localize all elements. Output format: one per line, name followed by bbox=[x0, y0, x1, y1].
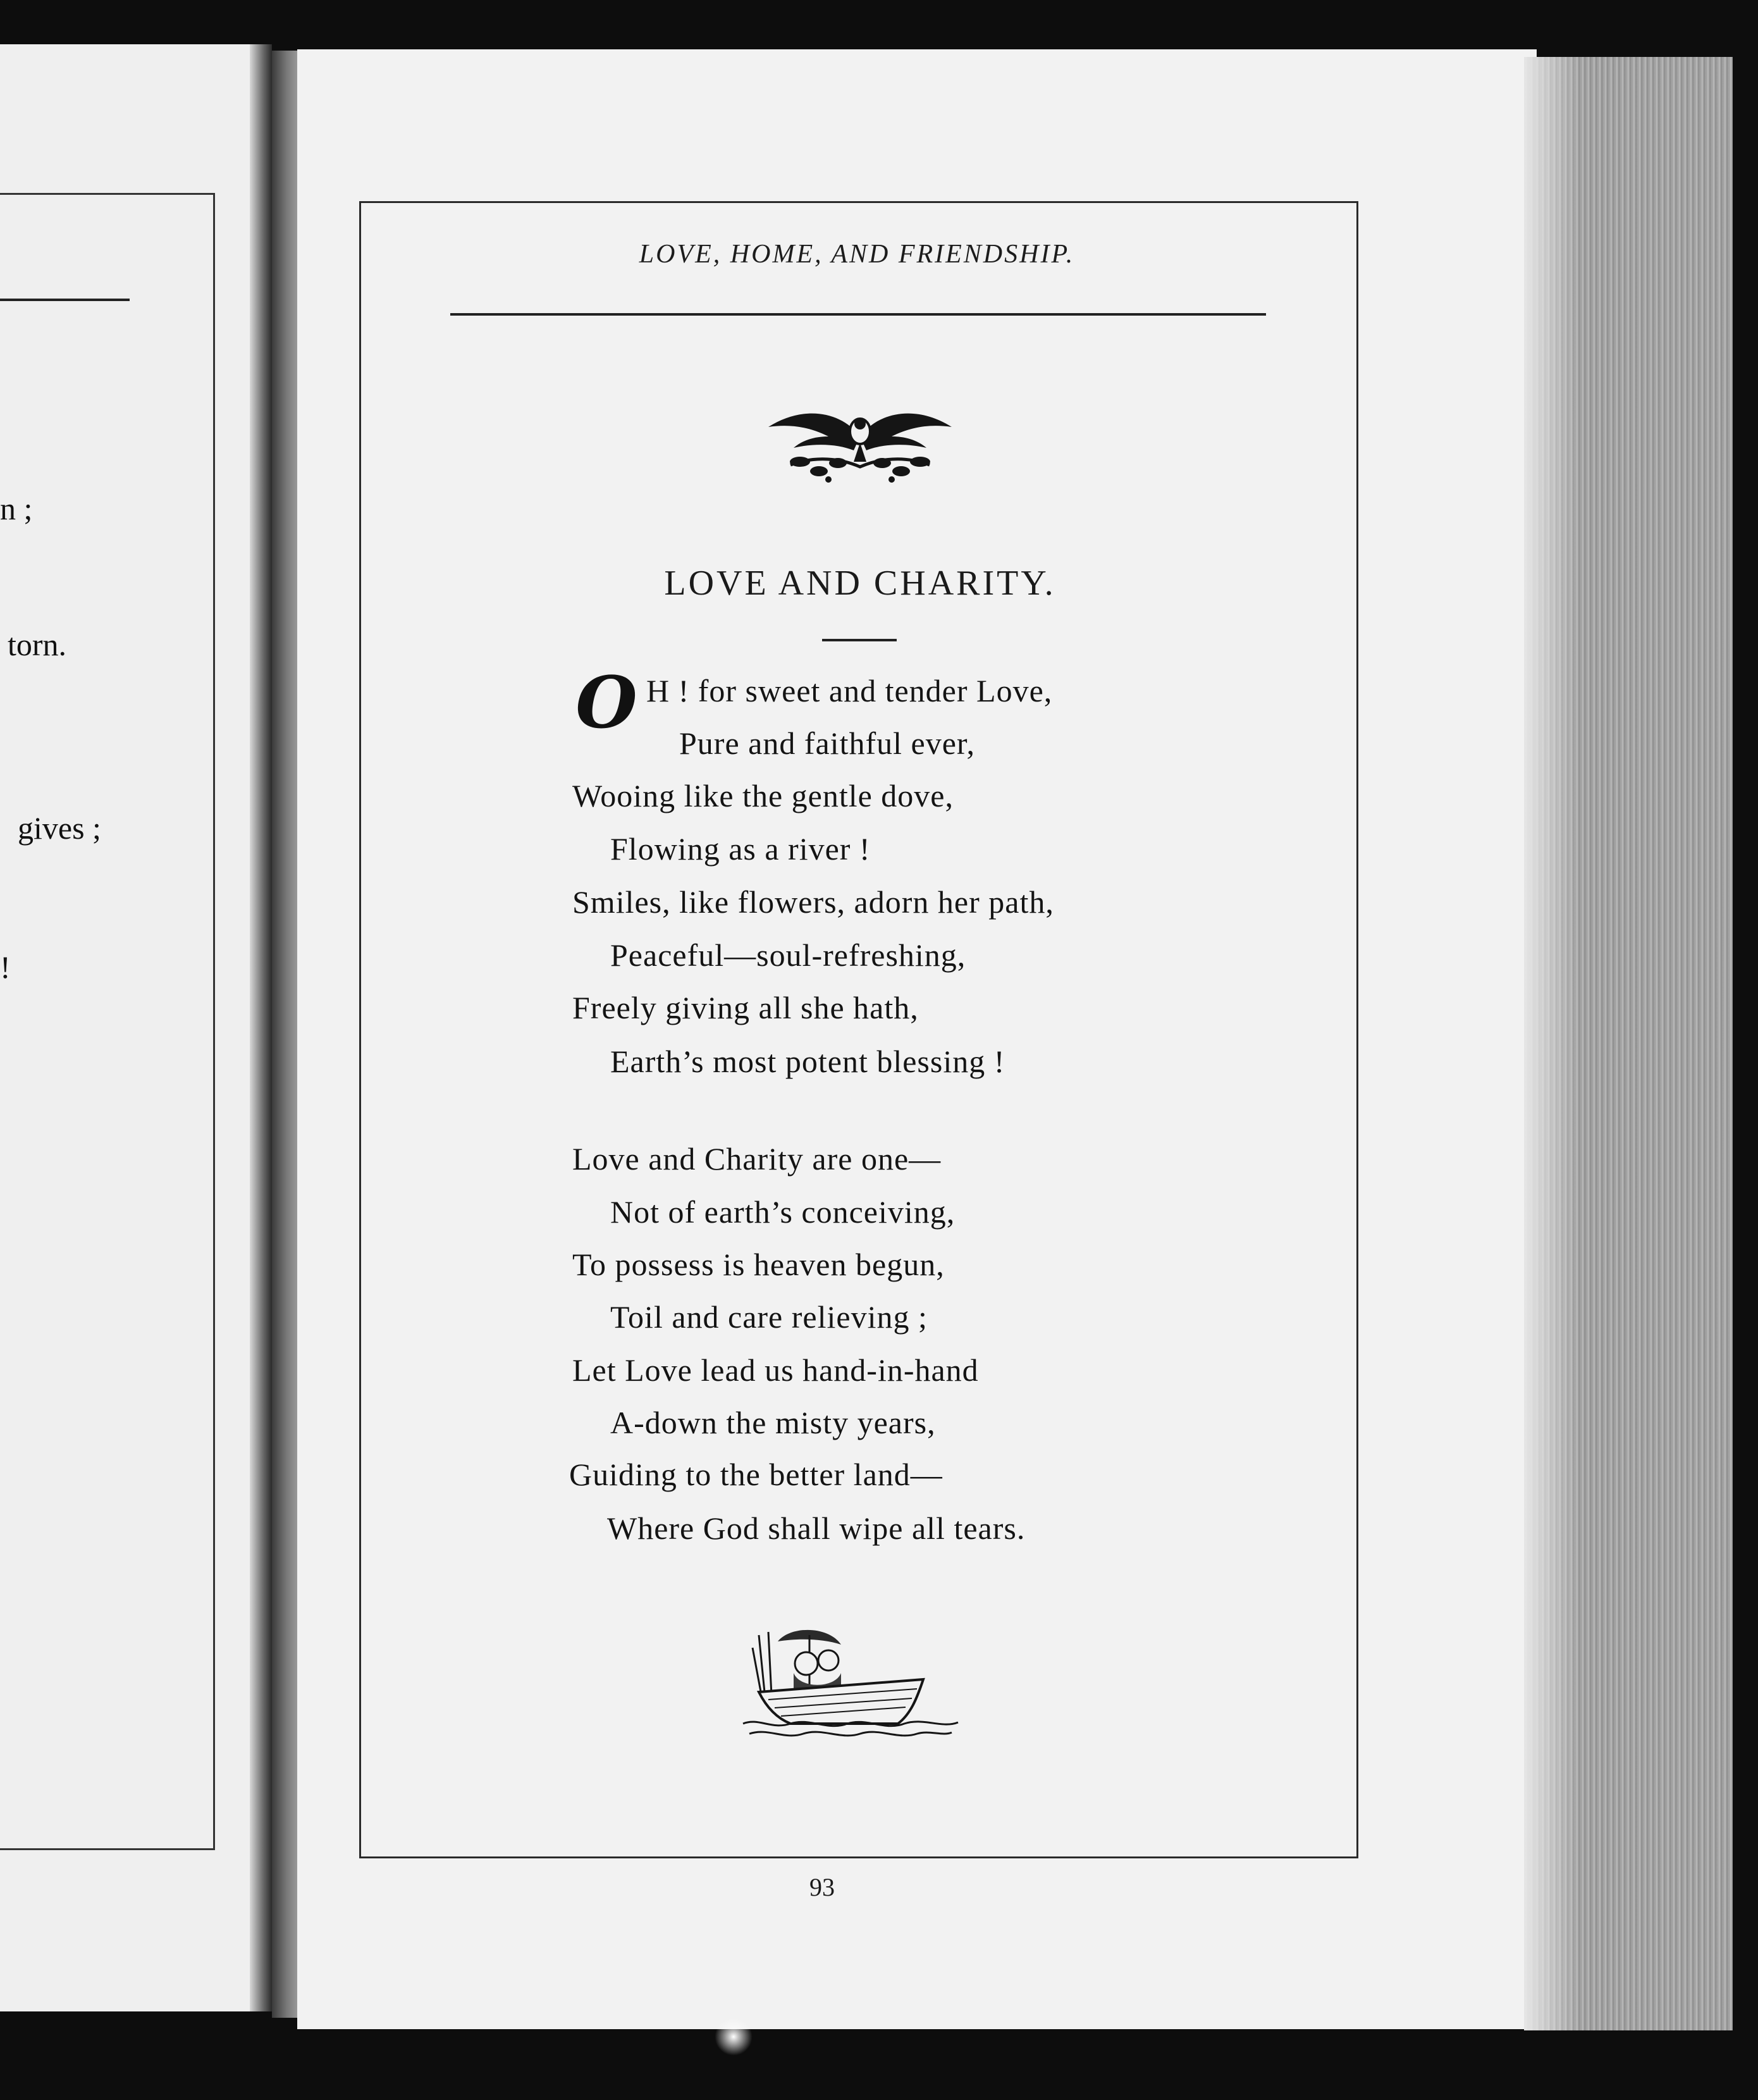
left-fragment: n ; bbox=[0, 491, 33, 526]
verse-line: Let Love lead us hand-in-hand bbox=[572, 1352, 979, 1388]
page-edge-shade bbox=[1524, 57, 1581, 2030]
verse-line: A-down the misty years, bbox=[610, 1405, 936, 1440]
left-fragment: torn. bbox=[8, 627, 67, 662]
left-page-rule bbox=[0, 299, 130, 301]
drop-cap: O bbox=[575, 662, 637, 744]
verse-line: Earth’s most potent blessing ! bbox=[610, 1044, 1005, 1079]
verse-line: Smiles, like flowers, adorn her path, bbox=[572, 884, 1054, 920]
verse-line: Freely giving all she hath, bbox=[572, 990, 919, 1025]
scan-glare bbox=[715, 2018, 753, 2056]
verse-line: Toil and care relieving ; bbox=[610, 1299, 928, 1335]
boat-icon bbox=[740, 1629, 961, 1743]
left-fragment: ! bbox=[0, 949, 11, 985]
title-rule bbox=[822, 639, 897, 641]
left-page-frame bbox=[0, 193, 215, 1850]
verse-line: To possess is heaven begun, bbox=[572, 1247, 945, 1282]
verse-line: Not of earth’s conceiving, bbox=[610, 1194, 956, 1230]
left-fragment: gives ; bbox=[18, 810, 101, 846]
verse-line: H ! for sweet and tender Love, bbox=[646, 673, 1053, 708]
verse-line: Love and Charity are one— bbox=[572, 1141, 942, 1177]
running-head-rule bbox=[450, 313, 1266, 316]
verse-line: Where God shall wipe all tears. bbox=[607, 1510, 1026, 1546]
verse-line: Peaceful—soul-refreshing, bbox=[610, 937, 966, 973]
verse-line: Guiding to the better land— bbox=[569, 1457, 943, 1492]
eagle-icon bbox=[765, 392, 955, 487]
verse-line: Flowing as a river ! bbox=[610, 831, 871, 867]
running-head: LOVE, HOME, AND FRIENDSHIP. bbox=[639, 240, 1075, 269]
page-number: 93 bbox=[809, 1873, 835, 1901]
verse-line: Wooing like the gentle dove, bbox=[572, 778, 954, 813]
poem-title: LOVE AND CHARITY. bbox=[664, 564, 1056, 603]
left-page-shadow bbox=[250, 44, 272, 2011]
verse-line: Pure and faithful ever, bbox=[679, 726, 976, 761]
